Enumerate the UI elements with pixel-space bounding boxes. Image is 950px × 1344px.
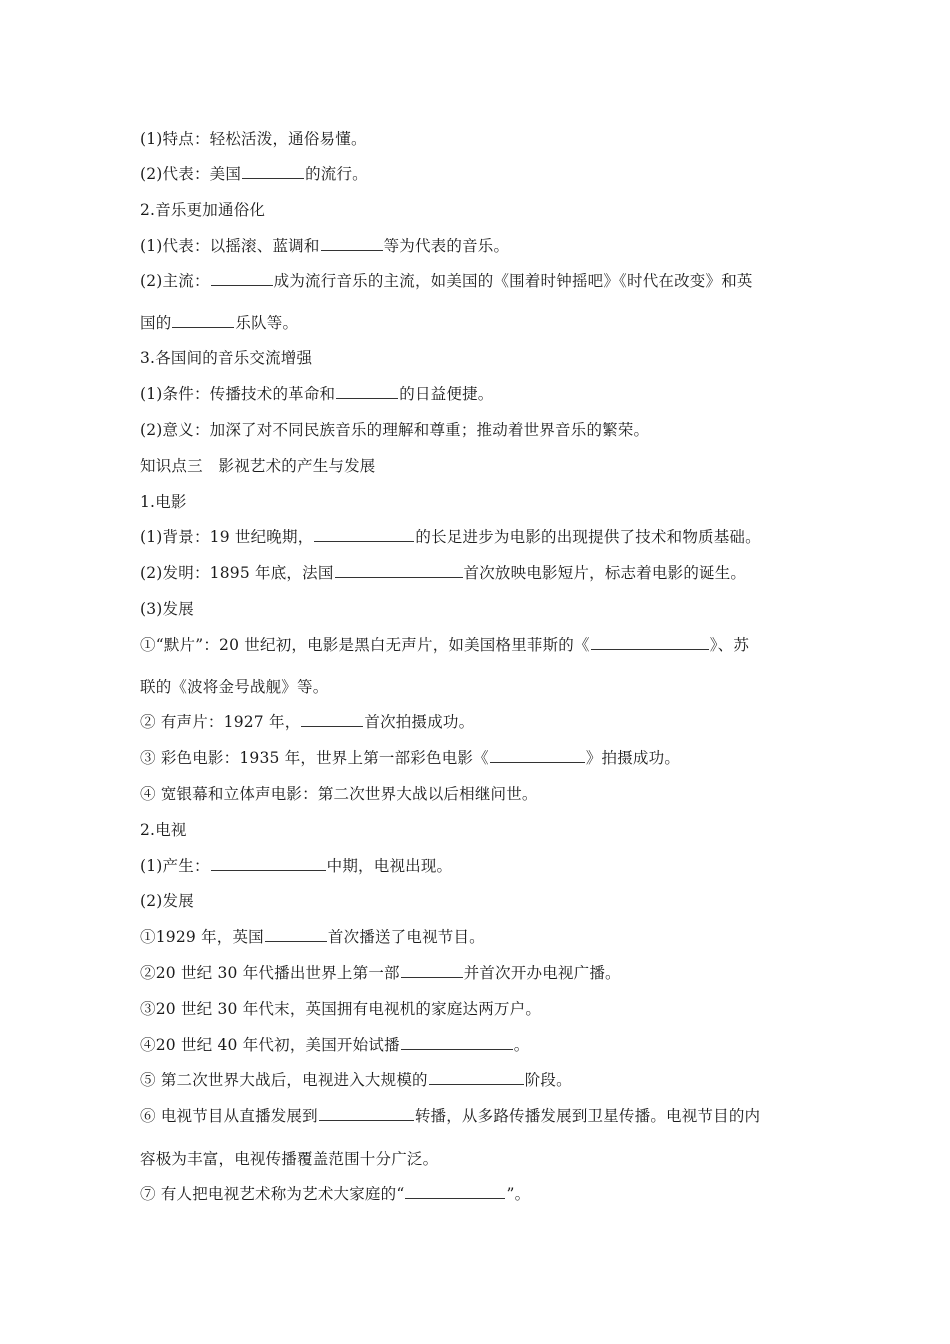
text-line — [140, 526, 761, 548]
fill-in-blank — [314, 526, 414, 542]
text-segment: (2)代表：美国 — [140, 165, 242, 183]
fill-in-blank — [301, 711, 363, 727]
fill-in-blank — [429, 1069, 524, 1085]
text-line — [140, 1148, 438, 1170]
text-segment: 知识点三 影视艺术的产生与发展 — [140, 457, 376, 475]
text-segment: ①1929 年，英国 — [140, 928, 264, 946]
text-line — [140, 890, 194, 912]
text-segment: ”。 — [506, 1185, 531, 1203]
text-segment: 等为代表的音乐。 — [383, 237, 510, 255]
text-segment: (2)意义：加深了对不同民族音乐的理解和尊重；推动着世界音乐的繁荣。 — [140, 421, 650, 439]
fill-in-blank — [490, 747, 585, 763]
text-line — [140, 562, 746, 584]
text-segment: 3.各国间的音乐交流增强 — [140, 349, 313, 367]
text-segment: ①“默片”：20 世纪初，电影是黑白无声片，如美国格里菲斯的《 — [140, 636, 590, 654]
text-segment: ②20 世纪 30 年代播出世界上第一部 — [140, 964, 400, 982]
text-segment: (1)产生： — [140, 857, 210, 875]
text-line — [140, 235, 509, 257]
text-line — [140, 926, 485, 948]
text-segment: 2.音乐更加通俗化 — [140, 201, 266, 219]
fill-in-blank — [401, 962, 463, 978]
text-line — [140, 163, 368, 185]
text-line — [140, 347, 312, 369]
text-line — [140, 819, 187, 841]
text-segment: 首次拍摄成功。 — [364, 713, 475, 731]
text-segment: 》拍摄成功。 — [585, 749, 681, 767]
text-line — [140, 128, 367, 150]
text-segment: (2)发展 — [140, 892, 194, 910]
text-segment: ③20 世纪 30 年代末，英国拥有电视机的家庭达两万户。 — [140, 1000, 542, 1018]
text-line — [140, 1069, 572, 1091]
text-segment: ④20 世纪 40 年代初，美国开始试播 — [140, 1036, 400, 1054]
text-segment: ④ 宽银幕和立体声电影：第二次世界大战以后相继问世。 — [140, 785, 538, 803]
text-segment: (1)特点：轻松活泼，通俗易懂。 — [140, 130, 367, 148]
fill-in-blank — [319, 1105, 414, 1121]
fill-in-blank — [321, 235, 383, 251]
fill-in-blank — [242, 163, 304, 179]
fill-in-blank — [265, 926, 327, 942]
fill-in-blank — [211, 855, 326, 871]
text-line — [140, 962, 621, 984]
text-segment: 首次播送了电视节目。 — [327, 928, 485, 946]
text-line — [140, 634, 749, 656]
text-line — [140, 419, 649, 441]
text-line — [140, 1034, 529, 1056]
text-segment: ② 有声片：1927 年， — [140, 713, 301, 731]
text-segment: 的流行。 — [305, 165, 368, 183]
fill-in-blank — [591, 634, 709, 650]
text-segment: 的长足进步为电影的出现提供了技术和物质基础。 — [415, 528, 761, 546]
text-segment: 首次放映电影短片，标志着电影的诞生。 — [463, 564, 747, 582]
text-segment: (1)条件：传播技术的革命和 — [140, 385, 336, 403]
text-segment: 乐队等。 — [235, 314, 299, 332]
text-segment: 2.电视 — [140, 821, 187, 839]
fill-in-blank — [336, 383, 398, 399]
text-segment: 成为流行音乐的主流，如美国的《围着时钟摇吧》《时代在改变》和英 — [273, 272, 753, 290]
text-segment: ⑦ 有人把电视艺术称为艺术大家庭的“ — [140, 1185, 405, 1203]
fill-in-blank — [211, 270, 273, 286]
text-line — [140, 491, 187, 513]
text-segment: (2)主流： — [140, 272, 210, 290]
text-line — [140, 747, 680, 769]
text-segment: 转播，从多路传播发展到卫星传播。电视节目的内 — [414, 1107, 761, 1125]
text-line — [140, 598, 194, 620]
fill-in-blank — [335, 562, 463, 578]
text-segment: 容极为丰富，电视传播覆盖范围十分广泛。 — [140, 1150, 439, 1168]
text-segment: 》、苏 — [709, 636, 750, 654]
text-segment: 中期，电视出现。 — [326, 857, 453, 875]
fill-in-blank — [172, 312, 234, 328]
text-segment: 。 — [513, 1036, 530, 1054]
text-segment: 1.电影 — [140, 493, 187, 511]
text-segment: (1)代表：以摇滚、蓝调和 — [140, 237, 320, 255]
text-segment: 并首次开办电视广播。 — [463, 964, 621, 982]
text-line — [140, 711, 474, 733]
text-segment: (1)背景：19 世纪晚期， — [140, 528, 314, 546]
text-segment: ③ 彩色电影：1935 年，世界上第一部彩色电影《 — [140, 749, 489, 767]
text-line — [140, 383, 493, 405]
text-line — [140, 199, 265, 221]
text-line — [140, 312, 298, 334]
fill-in-blank — [405, 1183, 505, 1199]
text-line — [140, 1183, 530, 1205]
text-segment: ⑥ 电视节目从直播发展到 — [140, 1107, 318, 1125]
text-segment: 的日益便捷。 — [399, 385, 494, 403]
text-segment: 国的 — [140, 314, 172, 332]
text-segment: ⑤ 第二次世界大战后，电视进入大规模的 — [140, 1071, 428, 1089]
text-line — [140, 676, 328, 698]
text-line — [140, 855, 452, 877]
text-line — [140, 998, 541, 1020]
text-segment: 联的《波将金号战舰》等。 — [140, 678, 329, 696]
text-segment: (3)发展 — [140, 600, 194, 618]
text-line — [140, 270, 753, 292]
text-segment: 阶段。 — [524, 1071, 572, 1089]
text-line — [140, 1105, 760, 1127]
text-line — [140, 455, 376, 477]
text-line — [140, 783, 538, 805]
text-segment: (2)发明：1895 年底，法国 — [140, 564, 334, 582]
fill-in-blank — [401, 1034, 513, 1050]
